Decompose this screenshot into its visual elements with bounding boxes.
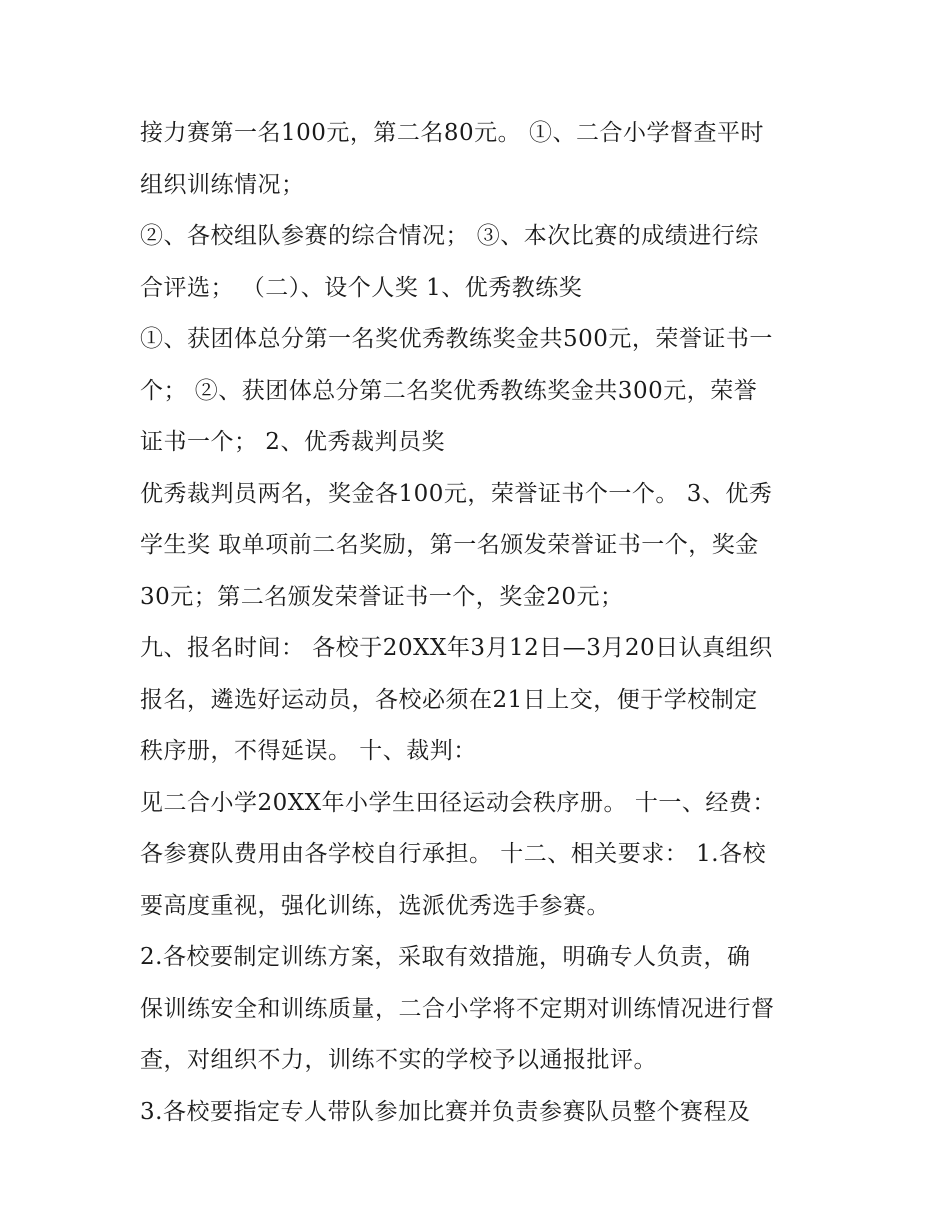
text-line-15: 各参赛队费用由各学校自行承担。 十二、相关要求： 1.各校 [140, 841, 767, 867]
text-line-3: ②、各校组队参赛的综合情况； ③、本次比赛的成绩进行综 [140, 223, 759, 249]
text-line-20: 3.各校要指定专人带队参加比赛并负责参赛队员整个赛程及 [140, 1098, 751, 1125]
text-line-8: 优秀裁判员两名，奖金各100元，荣誉证书个一个。 3、优秀 [140, 480, 773, 507]
text-line-1: 接力赛第一名100元，第二名80元。 ①、二合小学督查平时 [140, 120, 764, 146]
text-line-7: 证书一个； 2、优秀裁判员奖 [140, 429, 445, 455]
text-line-16: 要高度重视，强化训练，选派优秀选手参赛。 [140, 892, 610, 919]
text-line-18: 保训练安全和训练质量，二合小学将不定期对训练情况进行督 [140, 995, 775, 1022]
text-line-5: ①、获团体总分第一名奖优秀教练奖金共500元，荣誉证书一 [140, 326, 773, 352]
text-line-19: 查，对组织不力，训练不实的学校予以通报批评。 [140, 1047, 657, 1073]
document-body [140, 108, 820, 1138]
text-line-10: 30元；第二名颁发荣誉证书一个，奖金20元； [140, 583, 624, 610]
text-line-4: 合评选； （二）、设个人奖 1、优秀教练奖 [140, 274, 583, 301]
text-line-17: 2.各校要制定训练方案，采取有效措施，明确专人负责，确 [140, 944, 751, 970]
text-line-11: 九、报名时间： 各校于20XX年3月12日—3月20日认真组织 [140, 635, 773, 661]
text-line-2: 组织训练情况； [140, 171, 305, 198]
text-line-14: 见二合小学20XX年小学生田径运动会秩序册。 十一、经费： [140, 789, 776, 816]
text-line-13: 秩序册，不得延误。 十、裁判： [140, 738, 477, 764]
text-line-12: 报名，遴选好运动员，各校必须在21日上交，便于学校制定 [140, 686, 758, 713]
text-line-9: 学生奖 取单项前二名奖励，第一名颁发荣誉证书一个，奖金 [140, 532, 759, 558]
text-line-6: 个； ②、获团体总分第二名奖优秀教练奖金共300元，荣誉 [140, 377, 758, 404]
